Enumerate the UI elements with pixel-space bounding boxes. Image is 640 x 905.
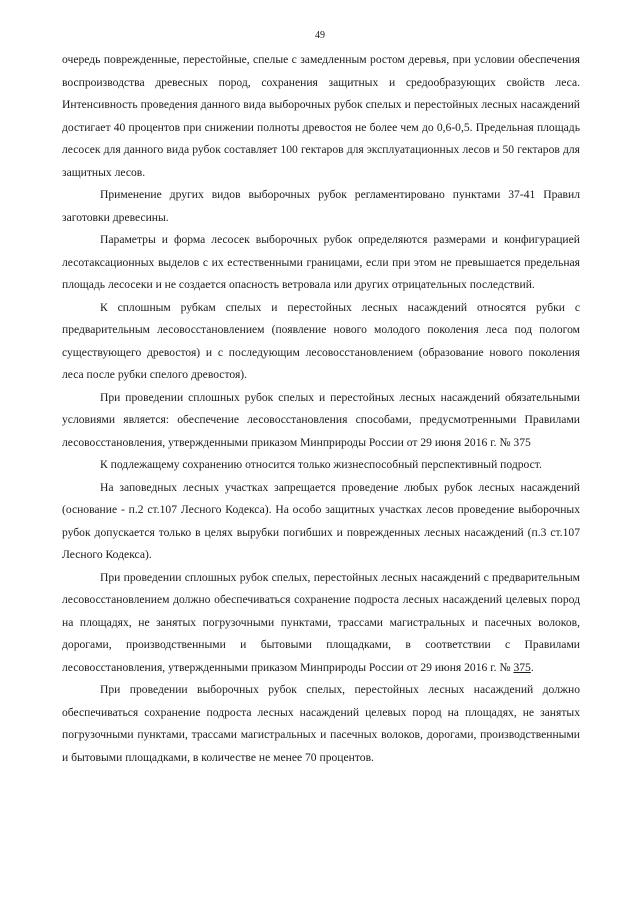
paragraph-undergrowth-preservation: К подлежащему сохранению относится только жизнеспособный перспективный подрост. bbox=[100, 458, 542, 471]
paragraph-other-selective-cuttings: Применение других видов выборочных рубок регламентировано пунктами 37-41 Правил заготовки древесины. bbox=[62, 188, 580, 224]
paragraph-text: При проведении сплошных рубок спелых, перестойных лесных насаждений с предварительным лесовосстановлением должно обеспечиваться сохранение подроста лесных насаждений целевых пород на площадях, не занятых погрузочными пунктами, трассами магистральных и пасечных волоков, дорогами, производственными и бытовыми площадками, в соответствии с Правилами лесовосстановления, утвержденными приказом Минприроды России от 29 июня 2016 г. № bbox=[62, 570, 580, 674]
paragraph-clear-cutting-preservation bbox=[62, 567, 580, 680]
paragraph-clear-cutting-types: К сплошным рубкам спелых и перестойных лесных насаждений относятся рубки с предварительным лесовосстановлением (появление нового молодого поколения леса под пологом существующего древостоя) и с последующим лесовосстановлением (образование нового поколения леса после рубки спелого древостоя). bbox=[62, 300, 580, 381]
paragraph-protected-areas: На заповедных лесных участках запрещается проведение любых рубок лесных насаждений (основание - п.2 ст.107 Лесного Кодекса). На особо защитных участках лесов проведение выборочных рубок допускается только в целях вырубки погибших и поврежденных лесных насаждений (п.3 ст.107 Лесного Кодекса). bbox=[62, 480, 580, 561]
paragraph-continuation: очередь поврежденные, перестойные, спелые с замедленным ростом деревья, при условии обеспечения воспроизводства древесных пород, сохранения защитных и средообразующих свойств леса. Интенсивность проведения данного вида выборочных рубок спелых и перестойных лесных насаждений достигает 40 процентов при снижении полноты древостоя не более чем до 0,6-0,5. Предельная площадь лесосек для данного вида рубок составляет 100 гектаров для эксплуатационных лесов и 50 гектаров для защитных лесов. bbox=[62, 53, 580, 179]
paragraph-cutting-area-parameters: Параметры и форма лесосек выборочных рубок определяются размерами и конфигурацией лесотаксационных выделов с их естественными границами, если при этом не превышается предельная площадь лесосеки и не создается опасность ветровала или других отрицательных последствий. bbox=[62, 233, 580, 291]
order-number-link[interactable]: 375 bbox=[513, 660, 531, 674]
paragraph-selective-cutting-preservation: При проведении выборочных рубок спелых, перестойных лесных насаждений должно обеспечиваться сохранение подроста лесных насаждений целевых пород на площадях, не занятых погрузочными пунктами, трассами магистральных и пасечных волоков, дорогами, производственными и бытовыми площадками, в количестве не менее 70 процентов. bbox=[62, 683, 580, 764]
document-body bbox=[62, 49, 580, 769]
paragraph-text-end: . bbox=[530, 660, 534, 674]
page-number: 49 bbox=[315, 30, 325, 41]
paragraph-clear-cutting-conditions: При проведении сплошных рубок спелых и перестойных лесных насаждений обязательными условиями является: обеспечение лесовосстановления способами, предусмотренными Правилами лесовосстановления, утвержденными приказом Минприроды России от 29 июня 2016 г. № 375 bbox=[62, 390, 580, 449]
